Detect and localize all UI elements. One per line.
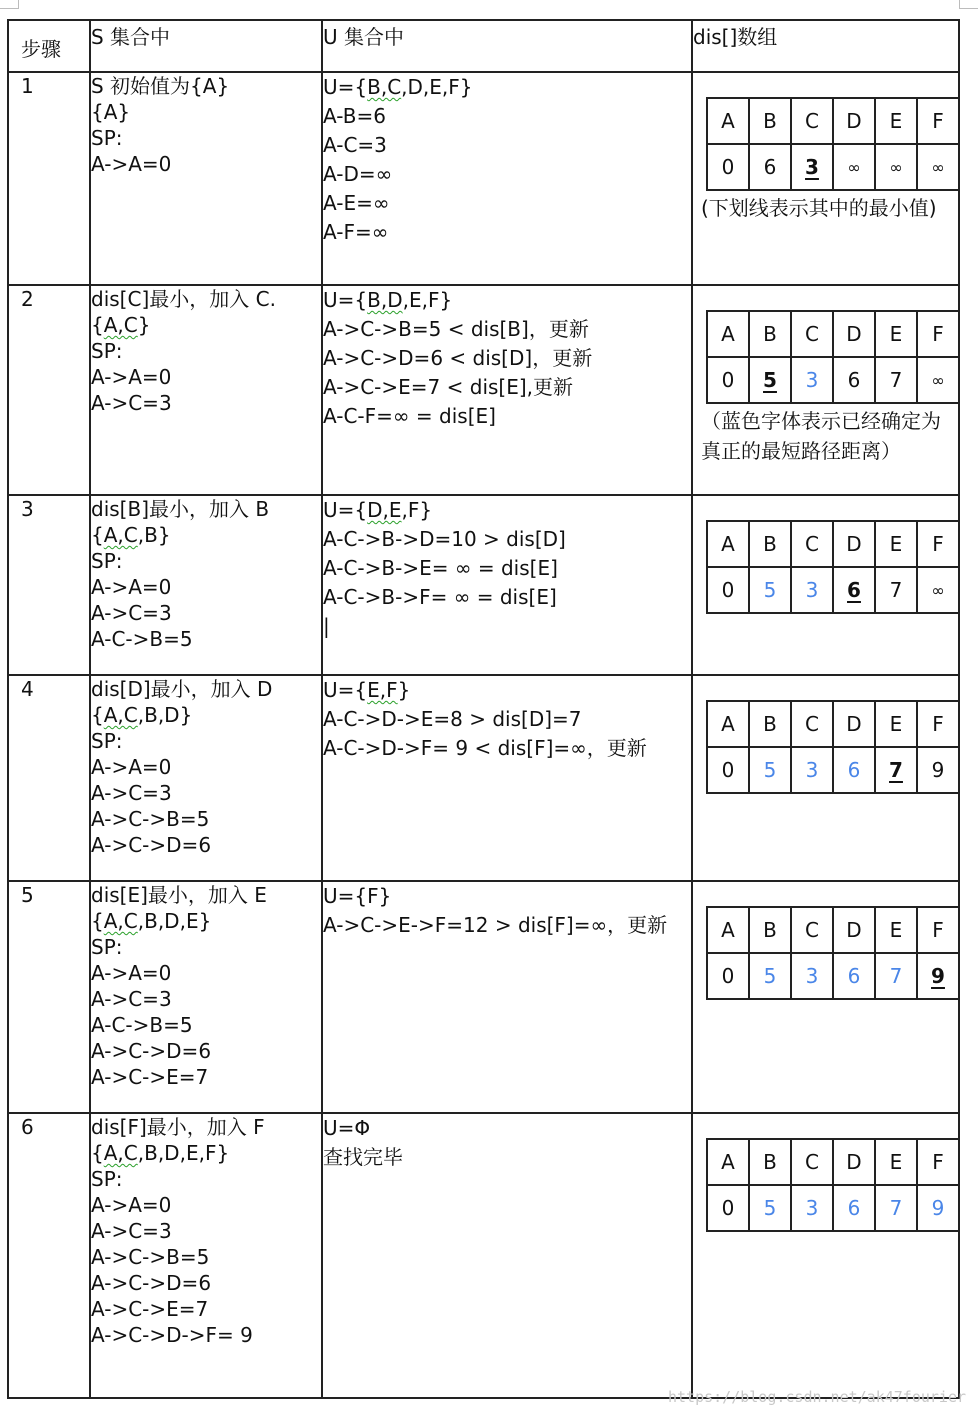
s-set-line: dis[C]最小，加入 C.	[91, 287, 276, 311]
s-set-line: A->C->E=7	[91, 1297, 209, 1321]
s-set-line: {A,C}	[91, 313, 151, 337]
dis-col-label: D	[833, 98, 875, 144]
dis-header-row	[707, 98, 959, 144]
dis-value: 5	[749, 953, 791, 999]
dis-value-row	[707, 357, 959, 403]
s-set-line: A->A=0	[91, 575, 172, 599]
s-set-cell	[90, 1113, 322, 1398]
dis-col-label: F	[917, 521, 959, 567]
u-set-cell	[322, 285, 692, 495]
dis-col-label: C	[791, 98, 833, 144]
dis-value: 6	[833, 357, 875, 403]
dis-value: 6	[833, 1185, 875, 1231]
s-set-line: SP:	[91, 549, 123, 573]
s-set-cell	[90, 675, 322, 881]
dis-value: 3	[791, 953, 833, 999]
u-set-line: 查找完毕	[323, 1145, 403, 1169]
dis-col-label: B	[749, 701, 791, 747]
s-set-line: A->C->B=5	[91, 1245, 210, 1269]
dis-col-label: B	[749, 907, 791, 953]
header-step: 步骤	[8, 20, 90, 72]
u-set-line: A-C->B->E= ∞ = dis[E]	[323, 556, 558, 580]
s-set-line: {A,C,B,D}	[91, 703, 193, 727]
u-set-line: A-C-F=∞ = dis[E]	[323, 404, 496, 428]
s-set-line: A->A=0	[91, 961, 172, 985]
dis-array-table	[706, 906, 960, 1000]
s-set-line: {A,C,B,D,E}	[91, 909, 212, 933]
dis-col-label: B	[749, 98, 791, 144]
step-number-label: 3	[21, 497, 34, 521]
s-set-line: A->A=0	[91, 365, 172, 389]
dis-array-cell	[692, 881, 959, 1113]
dis-array-wrap	[693, 1114, 958, 1232]
step-row	[8, 495, 959, 675]
dis-col-label: A	[707, 701, 749, 747]
dis-value: 5	[749, 1185, 791, 1231]
dis-col-label: B	[749, 311, 791, 357]
dis-value: 9	[917, 953, 959, 999]
dis-header-row	[707, 311, 959, 357]
dis-col-label: A	[707, 1139, 749, 1185]
header-row	[8, 20, 959, 72]
step-number-label: 6	[21, 1115, 34, 1139]
dis-col-label: C	[791, 701, 833, 747]
s-set-line: dis[F]最小，加入 F	[91, 1115, 265, 1139]
dis-value: 0	[707, 953, 749, 999]
s-set-line: A->C=3	[91, 1219, 172, 1243]
dis-array-cell	[692, 495, 959, 675]
s-set-line: SP:	[91, 1167, 123, 1191]
dis-col-label: F	[917, 98, 959, 144]
dis-col-label: D	[833, 311, 875, 357]
s-set-line: {A,C,B}	[91, 523, 171, 547]
dis-array-wrap	[693, 882, 958, 1000]
dis-value: 7	[875, 953, 917, 999]
dis-value: 7	[875, 747, 917, 793]
s-set-line: A->A=0	[91, 755, 172, 779]
s-set-cell	[90, 495, 322, 675]
dis-col-label: C	[791, 521, 833, 567]
dis-value-row	[707, 144, 959, 190]
dis-value: ∞	[833, 144, 875, 190]
s-set-line: dis[B]最小，加入 B	[91, 497, 270, 521]
s-set-line: A->C->D=6	[91, 1039, 212, 1063]
dis-value: 5	[749, 567, 791, 613]
s-set-line: A->C->D=6	[91, 1271, 212, 1295]
u-set-line: A-B=6	[323, 104, 386, 128]
dis-array-table	[706, 520, 960, 614]
u-set-line: U={F}	[323, 884, 392, 908]
dis-col-label: C	[791, 311, 833, 357]
dis-header-row	[707, 1139, 959, 1185]
dis-col-label: B	[749, 1139, 791, 1185]
dis-array-wrap	[693, 286, 958, 466]
dis-value: ∞	[917, 357, 959, 403]
step-number-label: 4	[21, 677, 34, 701]
u-set-line: A-E=∞	[323, 191, 390, 215]
dis-value-row	[707, 567, 959, 613]
s-set-cell	[90, 881, 322, 1113]
u-set-line: A-D=∞	[323, 162, 393, 186]
crop-mark-top-right	[959, 0, 978, 9]
s-set-line: A->C->E=7	[91, 1065, 209, 1089]
u-set-line: U={B,C,D,E,F}	[323, 75, 473, 99]
s-set-line: {A}	[91, 100, 131, 124]
u-set-cell	[322, 495, 692, 675]
u-set-line: A->C->E=7 < dis[E],更新	[323, 375, 574, 399]
dis-header-row	[707, 521, 959, 567]
dis-value: 9	[917, 747, 959, 793]
dis-value: 3	[791, 747, 833, 793]
u-set-line: |	[323, 614, 330, 638]
dis-value-row	[707, 953, 959, 999]
s-set-line: A-C->B=5	[91, 627, 193, 651]
dis-value: 3	[791, 144, 833, 190]
dis-value: 0	[707, 747, 749, 793]
header-dis-array: dis[]数组	[692, 20, 959, 72]
dis-col-label: E	[875, 98, 917, 144]
u-set-line: A->C->B=5 < dis[B]，更新	[323, 317, 589, 341]
dis-header-row	[707, 701, 959, 747]
s-set-line: S 初始值为{A}	[91, 74, 230, 98]
dis-value: 0	[707, 357, 749, 403]
dis-col-label: F	[917, 907, 959, 953]
dis-col-label: D	[833, 907, 875, 953]
s-set-line: SP:	[91, 935, 123, 959]
dis-value: 3	[791, 1185, 833, 1231]
dis-col-label: F	[917, 311, 959, 357]
dis-value: 0	[707, 1185, 749, 1231]
dis-value: 5	[749, 747, 791, 793]
s-set-cell	[90, 285, 322, 495]
dis-col-label: E	[875, 311, 917, 357]
s-set-line: A->C->D=6	[91, 833, 212, 857]
dis-col-label: A	[707, 907, 749, 953]
header-u-set: U 集合中	[322, 20, 692, 72]
s-set-line: A->C=3	[91, 391, 172, 415]
u-set-cell	[322, 675, 692, 881]
dis-value: 9	[917, 1185, 959, 1231]
dis-col-label: F	[917, 701, 959, 747]
dis-array-cell	[692, 675, 959, 881]
step-row	[8, 72, 959, 285]
dis-array-wrap	[693, 496, 958, 614]
dis-value-row	[707, 1185, 959, 1231]
dis-value: 7	[875, 567, 917, 613]
step-number	[8, 881, 90, 1113]
dis-col-label: C	[791, 1139, 833, 1185]
step-row	[8, 881, 959, 1113]
step-number	[8, 285, 90, 495]
dis-array-table	[706, 310, 960, 404]
dis-col-label: E	[875, 907, 917, 953]
header-s-set: S 集合中	[90, 20, 322, 72]
s-set-line: A->A=0	[91, 152, 172, 176]
u-set-line: A->C->E->F=12 > dis[F]=∞，更新	[323, 913, 668, 937]
dis-col-label: A	[707, 98, 749, 144]
dis-col-label: D	[833, 1139, 875, 1185]
step-row	[8, 285, 959, 495]
dis-value: 6	[749, 144, 791, 190]
s-set-line: A->C=3	[91, 987, 172, 1011]
s-set-line: A->C=3	[91, 781, 172, 805]
dijkstra-steps-table	[7, 19, 960, 1399]
dis-value: 0	[707, 144, 749, 190]
u-set-line: A-C=3	[323, 133, 387, 157]
u-set-line: A-C->B->F= ∞ = dis[E]	[323, 585, 557, 609]
u-set-line: A->C->D=6 < dis[D]，更新	[323, 346, 593, 370]
u-set-line: U=Φ	[323, 1116, 371, 1140]
dis-col-label: A	[707, 311, 749, 357]
u-set-line: U={D,E,F}	[323, 498, 433, 522]
dis-value: ∞	[917, 567, 959, 613]
dis-note: (下划线表示其中的最小值)	[701, 196, 937, 220]
dis-col-label: E	[875, 701, 917, 747]
dis-array-cell	[692, 1113, 959, 1398]
dis-value-row	[707, 747, 959, 793]
dis-value: 0	[707, 567, 749, 613]
dis-array-cell	[692, 285, 959, 495]
s-set-line: SP:	[91, 126, 123, 150]
dis-array-cell	[692, 72, 959, 285]
s-set-line: A->C->B=5	[91, 807, 210, 831]
dis-array-wrap	[693, 73, 958, 223]
dis-value: 3	[791, 567, 833, 613]
s-set-line: A-C->B=5	[91, 1013, 193, 1037]
s-set-line: A->C->D->F= 9	[91, 1323, 253, 1347]
dis-value: ∞	[875, 144, 917, 190]
dis-col-label: D	[833, 701, 875, 747]
watermark: https://blog.csdn.net/ak47fourier	[667, 1388, 966, 1406]
u-set-line: U={B,D,E,F}	[323, 288, 453, 312]
dis-array-table	[706, 700, 960, 794]
dis-col-label: F	[917, 1139, 959, 1185]
u-set-line: A-C->B->D=10 > dis[D]	[323, 527, 566, 551]
s-set-line: A->C=3	[91, 601, 172, 625]
s-set-line: A->A=0	[91, 1193, 172, 1217]
s-set-line: SP:	[91, 729, 123, 753]
s-set-line: {A,C,B,D,E,F}	[91, 1141, 230, 1165]
step-number	[8, 675, 90, 881]
dis-note: （蓝色字体表示已经确定为真正的最短路径距离）	[701, 409, 941, 463]
dis-value: 6	[833, 567, 875, 613]
dis-col-label: A	[707, 521, 749, 567]
dis-array-wrap	[693, 676, 958, 794]
step-number	[8, 495, 90, 675]
dis-value: 3	[791, 357, 833, 403]
u-set-cell	[322, 881, 692, 1113]
dis-array-table	[706, 97, 960, 191]
s-set-line: dis[E]最小，加入 E	[91, 883, 267, 907]
step-number	[8, 1113, 90, 1398]
u-set-line: A-C->D->F= 9 < dis[F]=∞，更新	[323, 736, 647, 760]
u-set-cell	[322, 1113, 692, 1398]
dis-header-row	[707, 907, 959, 953]
s-set-line: dis[D]最小，加入 D	[91, 677, 273, 701]
dis-col-label: D	[833, 521, 875, 567]
u-set-cell	[322, 72, 692, 285]
step-row	[8, 675, 959, 881]
step-number-label: 5	[21, 883, 34, 907]
dis-value: 5	[749, 357, 791, 403]
crop-mark-top-left	[0, 0, 19, 9]
dis-value: 6	[833, 747, 875, 793]
dis-value: 7	[875, 357, 917, 403]
u-set-line: A-C->D->E=8 > dis[D]=7	[323, 707, 582, 731]
dis-value: 6	[833, 953, 875, 999]
dis-value: 7	[875, 1185, 917, 1231]
dis-col-label: E	[875, 1139, 917, 1185]
s-set-cell	[90, 72, 322, 285]
dis-array-table	[706, 1138, 960, 1232]
step-number-label: 1	[21, 74, 34, 98]
dis-col-label: C	[791, 907, 833, 953]
step-number-label: 2	[21, 287, 34, 311]
dis-value: ∞	[917, 144, 959, 190]
u-set-line: U={E,F}	[323, 678, 411, 702]
dis-col-label: E	[875, 521, 917, 567]
step-row	[8, 1113, 959, 1398]
step-number	[8, 72, 90, 285]
s-set-line: SP:	[91, 339, 123, 363]
dis-col-label: B	[749, 521, 791, 567]
u-set-line: A-F=∞	[323, 220, 389, 244]
